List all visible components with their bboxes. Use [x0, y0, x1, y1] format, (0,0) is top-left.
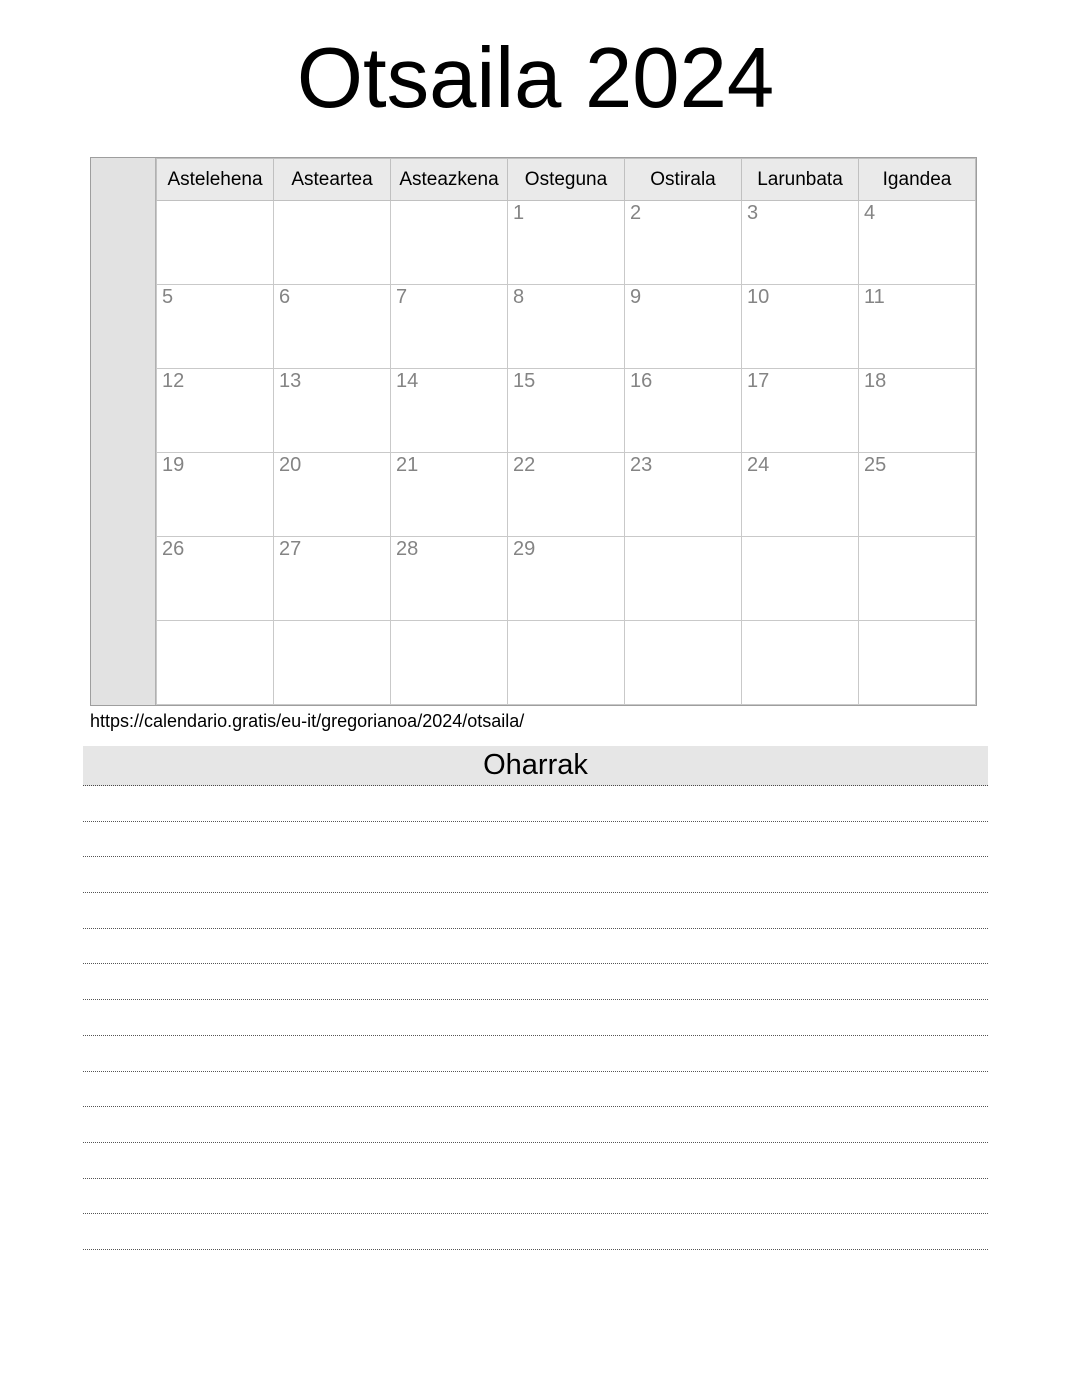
weekday-header-ostirala: Ostirala: [625, 159, 742, 201]
note-line: [83, 964, 988, 1000]
day-cell-26: 26: [157, 537, 274, 621]
day-cell-29: 29: [508, 537, 625, 621]
day-cell-21: 21: [391, 453, 508, 537]
day-cell-6: 6: [274, 285, 391, 369]
note-line: [83, 929, 988, 965]
calendar-section: [90, 157, 977, 706]
day-cell-empty: [859, 537, 976, 621]
day-cell-empty: [859, 621, 976, 705]
note-line: [83, 857, 988, 893]
note-line: [83, 1143, 988, 1179]
weekday-header-astelehena: Astelehena: [157, 159, 274, 201]
day-cell-16: 16: [625, 369, 742, 453]
day-cell-25: 25: [859, 453, 976, 537]
note-line: [83, 1107, 988, 1143]
day-cell-24: 24: [742, 453, 859, 537]
day-cell-17: 17: [742, 369, 859, 453]
week-row-5: [157, 537, 976, 621]
note-line: [83, 1000, 988, 1036]
weekday-header-igandea: Igandea: [859, 159, 976, 201]
day-cell-20: 20: [274, 453, 391, 537]
day-cell-12: 12: [157, 369, 274, 453]
day-cell-empty: [742, 621, 859, 705]
day-cell-1: 1: [508, 201, 625, 285]
week-row-2: [157, 285, 976, 369]
day-cell-10: 10: [742, 285, 859, 369]
day-cell-11: 11: [859, 285, 976, 369]
calendar-left-gutter: [91, 158, 156, 705]
day-cell-23: 23: [625, 453, 742, 537]
note-line: [83, 1036, 988, 1072]
day-cell-empty: [274, 201, 391, 285]
day-cell-15: 15: [508, 369, 625, 453]
calendar-table: [156, 158, 976, 705]
day-cell-empty: [625, 621, 742, 705]
day-cell-18: 18: [859, 369, 976, 453]
day-cell-empty: [157, 201, 274, 285]
day-cell-empty: [157, 621, 274, 705]
weekday-header-asteartea: Asteartea: [274, 159, 391, 201]
day-cell-5: 5: [157, 285, 274, 369]
source-url-link[interactable]: https://calendario.gratis/eu-it/gregorianoa/2024/otsaila/: [90, 711, 525, 731]
notes-title: Oharrak: [483, 749, 588, 781]
day-cell-22: 22: [508, 453, 625, 537]
note-line: [83, 786, 988, 822]
day-cell-empty: [274, 621, 391, 705]
weekday-header-row: [157, 159, 976, 201]
calendar-header: [157, 159, 976, 201]
calendar-body: [157, 201, 976, 705]
note-line: [83, 1179, 988, 1215]
day-cell-13: 13: [274, 369, 391, 453]
day-cell-empty: [391, 201, 508, 285]
week-row-1: [157, 201, 976, 285]
day-cell-2: 2: [625, 201, 742, 285]
weekday-header-asteazkena: Asteazkena: [391, 159, 508, 201]
week-row-3: [157, 369, 976, 453]
day-cell-9: 9: [625, 285, 742, 369]
day-cell-3: 3: [742, 201, 859, 285]
note-line: [83, 893, 988, 929]
day-cell-4: 4: [859, 201, 976, 285]
note-line: [83, 822, 988, 858]
day-cell-empty: [742, 537, 859, 621]
day-cell-empty: [625, 537, 742, 621]
weekday-header-osteguna: Osteguna: [508, 159, 625, 201]
day-cell-8: 8: [508, 285, 625, 369]
note-line: [83, 1214, 988, 1250]
day-cell-27: 27: [274, 537, 391, 621]
page-title: Otsaila 2024: [296, 31, 775, 126]
day-cell-19: 19: [157, 453, 274, 537]
day-cell-14: 14: [391, 369, 508, 453]
notes-lines: [83, 786, 988, 1250]
day-cell-empty: [508, 621, 625, 705]
day-cell-7: 7: [391, 285, 508, 369]
day-cell-empty: [391, 621, 508, 705]
note-line: [83, 1072, 988, 1108]
notes-header-banner: [83, 746, 988, 786]
day-cell-28: 28: [391, 537, 508, 621]
weekday-header-larunbata: Larunbata: [742, 159, 859, 201]
week-row-6: [157, 621, 976, 705]
week-row-4: [157, 453, 976, 537]
